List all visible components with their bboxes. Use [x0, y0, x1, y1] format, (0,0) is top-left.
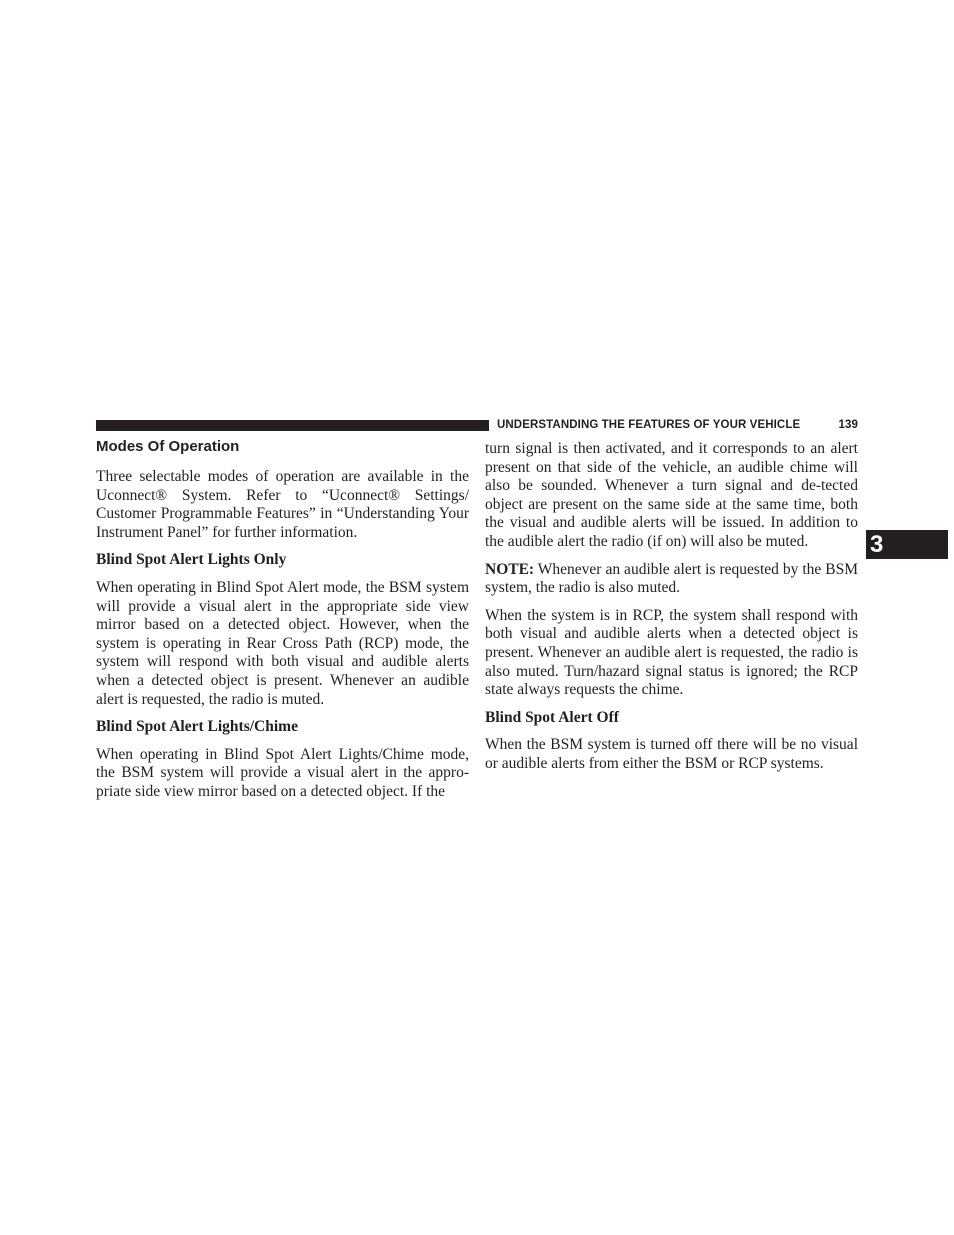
chapter-tab: 3 — [866, 530, 948, 559]
alert-off-heading: Blind Spot Alert Off — [485, 708, 619, 726]
note-text: Whenever an audible alert is requested by the BSM system, the radio is also muted. — [485, 560, 858, 597]
lights-chime-heading: Blind Spot Alert Lights/Chime — [96, 718, 298, 736]
note-paragraph — [485, 561, 858, 598]
lights-only-paragraph: When operating in Blind Spot Alert mode, the BSM system will provide a visual alert in the appropriate side view mirror based on a detected object. However, when the system is operating in Rear Cross Path (RCP) mode, the system will respond with both visual and audible alerts when a detected object is present. Whenever an audible alert is requested, the radio is muted. — [96, 578, 469, 708]
rcp-paragraph: When the system is in RCP, the system shall respond with both visual and audible alerts when a detected object is present. Whenever an audible alert is requested, the radio is also muted. Turn/hazard signal status is ignored; the RCP state always requests the chime. — [485, 606, 858, 699]
right-column — [485, 440, 858, 783]
lights-chime-paragraph: When operating in Blind Spot Alert Lights/Chime mode, the BSM system will provide a visual alert in the appro-priate side view mirror based on a detected object. If the — [96, 745, 469, 800]
section-title: Modes Of Operation — [96, 438, 240, 455]
continued-paragraph: turn signal is then activated, and it corresponds to an alert present on that side of the vehicle, an audible chime will also be sounded. Whenever a turn signal and de-tected object are present on the same side at the same time, both the visual and audible alerts will be issued. In addition to the audible alert the radio (if on) will also be muted. — [485, 440, 858, 550]
intro-paragraph: Three selectable modes of operation are available in the Uconnect® System. Refer to “Uconnect® Settings/ Customer Programmable Features” in “Understanding Your Instrument Panel” for further information. — [96, 468, 469, 541]
note-label: NOTE: — [485, 560, 535, 578]
running-header — [497, 418, 858, 432]
lights-only-heading: Blind Spot Alert Lights Only — [96, 551, 287, 569]
left-column — [96, 437, 469, 811]
header-rule — [96, 420, 489, 431]
alert-off-paragraph: When the BSM system is turned off there will be no visual or audible alerts from either the BSM or RCP systems. — [485, 736, 858, 772]
page-number: 139 — [838, 419, 858, 431]
running-header-title: UNDERSTANDING THE FEATURES OF YOUR VEHICLE — [497, 419, 801, 431]
